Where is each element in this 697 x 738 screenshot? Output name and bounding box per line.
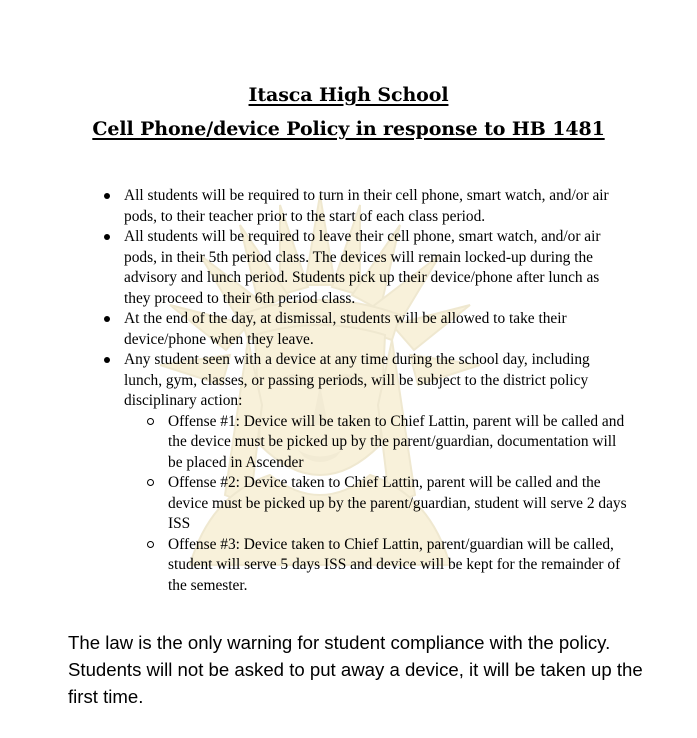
policy-bullet: All students will be required to turn in their cell phone, smart watch, and/or air pods, to their teacher prior to the start of each class period.: [124, 186, 629, 227]
policy-bullet-discipline: [124, 350, 629, 596]
school-name-title: Itasca High School: [248, 84, 449, 106]
policy-title: Cell Phone/device Policy in response to HB 1481: [92, 118, 605, 140]
policy-bullet: At the end of the day, at dismissal, students will be allowed to take their device/phone when they leave.: [124, 309, 629, 350]
offense-list: [124, 412, 629, 597]
offense-item-1: Offense #1: Device will be taken to Chief Lattin, parent will be called and the device must be picked up by the parent/guardian, documentation will be placed in Ascender: [168, 412, 629, 474]
policy-bullet: All students will be required to leave their cell phone, smart watch, and/or air pods, in their 5th period class. The devices will remain locked-up during the advisory and lunch period. Students pick up their device/phone after lunch as they proceed to their 6th period class.: [124, 227, 629, 309]
policy-bullet-list: [124, 186, 629, 596]
offense-item-3: Offense #3: Device taken to Chief Lattin, parent/guardian will be called, student will serve 5 days ISS and device will be kept for the remainder of the semester.: [168, 535, 629, 597]
discipline-intro-text: Any student seen with a device at any time during the school day, including lunch, gym, classes, or passing periods, will be subject to the district policy disciplinary action:: [124, 351, 590, 409]
closing-statement: The law is the only warning for student compliance with the policy. Students will not be asked to put away a device, it will be taken up the first time.: [68, 632, 643, 707]
offense-item-2: Offense #2: Device taken to Chief Lattin, parent will be called and the device must be picked up by the parent/guardian, student will serve 2 days ISS: [168, 473, 629, 535]
